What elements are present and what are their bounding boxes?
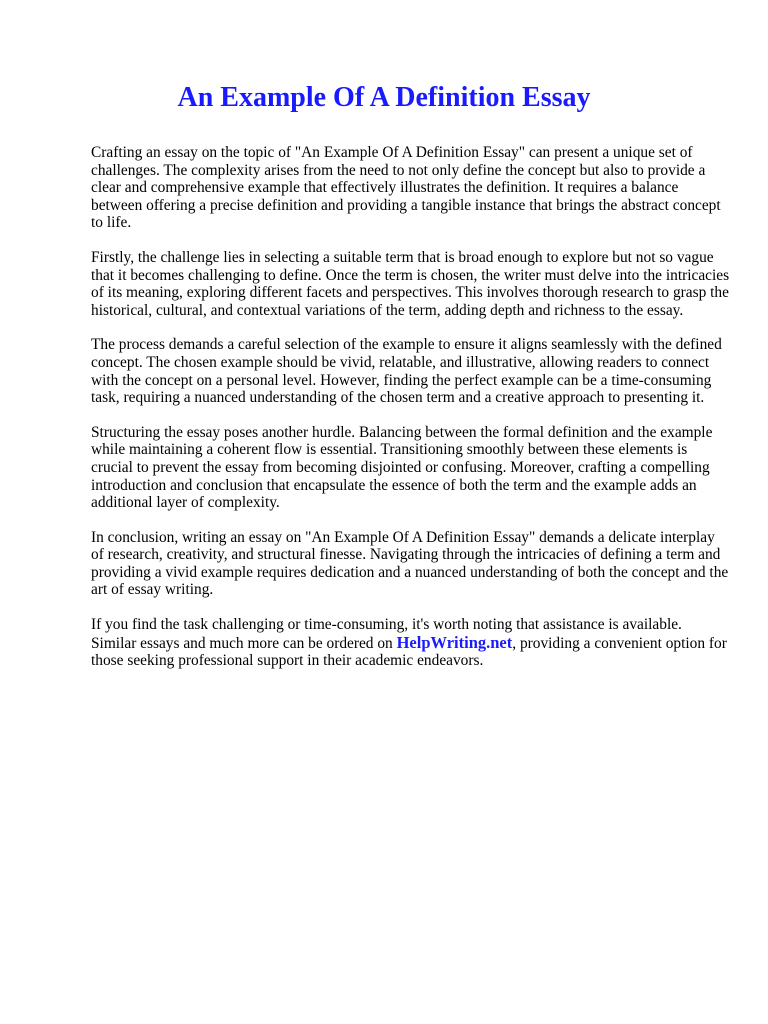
- paragraph-1: Crafting an essay on the topic of "An Example Of A Definition Essay" can present a unique set of challenges. The complexity arises from the need to not only define the concept but also to provide a clear and comprehensive example that effectively illustrates the definition. It requires a balance between offering a precise definition and providing a tangible instance that brings the abstract concept to life.: [91, 144, 721, 232]
- document-body: [91, 144, 731, 687]
- paragraph-6: [91, 616, 731, 670]
- paragraph-3: The process demands a careful selection of the example to ensure it aligns seamlessly with the defined concept. The chosen example should be vivid, relatable, and illustrative, allowing readers to connect with the concept on a personal level. However, finding the perfect example can be a time-consuming task, requiring a nuanced understanding of the chosen term and a creative approach to presenting it.: [91, 336, 722, 407]
- paragraph-5: In conclusion, writing an essay on "An Example Of A Definition Essay" demands a delicate interplay of research, creativity, and structural finesse. Navigating through the intricacies of defining a term and providing a vivid example requires dedication and a nuanced understanding of both the concept and the art of essay writing.: [91, 528, 729, 599]
- helpwriting-link[interactable]: HelpWriting.net: [396, 632, 513, 652]
- paragraph-6-text-after-link: , providing a convenient option for those seeking professional support in their academic endeavors.: [91, 634, 727, 670]
- paragraph-2: Firstly, the challenge lies in selecting a suitable term that is broad enough to explore but not so vague that it becomes challenging to define. Once the term is chosen, the writer must delve into the intricacies of its meaning, exploring different facets and perspectives. This involves thorough research to grasp the historical, cultural, and contextual variations of the term, adding depth and richness to the essay.: [91, 248, 730, 319]
- paragraph-6-text-before-link: If you find the task challenging or time-consuming, it's worth noting that assistance is available. Similar essays and much more can be ordered on: [91, 616, 682, 652]
- paragraph-4: Structuring the essay poses another hurdle. Balancing between the formal definition and the example while maintaining a coherent flow is essential. Transitioning smoothly between these elements is crucial to prevent the essay from becoming disjointed or confusing. Moreover, crafting a compelling introduction and conclusion that encapsulate the essence of both the term and the example adds an additional layer of complexity.: [91, 423, 713, 512]
- document-title: An Example Of A Definition Essay: [177, 82, 591, 113]
